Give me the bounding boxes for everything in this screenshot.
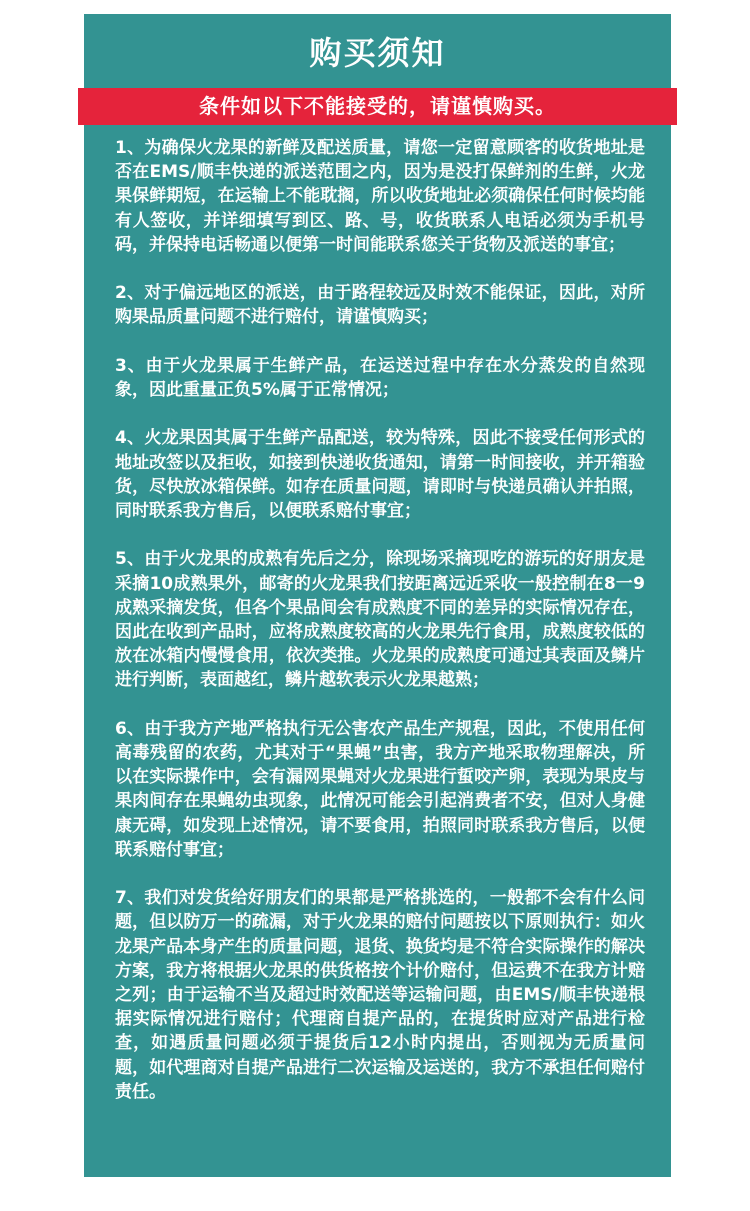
notice-paragraph-2: 2、对于偏远地区的派送，由于路程较远及时效不能保证，因此，对所购果品质量问题不进行赔付，请谨慎购买； <box>115 283 645 328</box>
notice-paragraph-5: 5、由于火龙果的成熟有先后之分，除现场采摘现吃的游玩的好朋友是采摘10成熟果外，邮寄的火龙果我们按距离远近采收一般控制在8一9成熟采摘发货，但各个果品间会有成熟度不同的差异的实际情况存在，因此在收到产品时，应将成熟度较高的火龙果先行食用，成熟度较低的放在冰箱内慢慢食用，依次类推。火龙果的成熟度可通过其表面及鳞片进行判断，表面越红，鳞片越软表示火龙果越熟； <box>115 549 645 691</box>
notice-paragraph-3: 3、由于火龙果属于生鲜产品，在运送过程中存在水分蒸发的自然现象，因此重量正负5%属于正常情况； <box>115 355 645 400</box>
page-title: 购买须知 <box>309 34 446 72</box>
notice-paragraph-6: 6、由于我方产地严格执行无公害农产品生产规程，因此，不使用任何高毒残留的农药，尤其对于“果蝇”虫害，我方产地采取物理解决，所以在实际操作中，会有漏网果蝇对火龙果进行蜇咬产卵，表现为果皮与果肉间存在果蝇幼虫现象，此情况可能会引起消费者不安，但对人身健康无碍，如发现上述情况，请不要食用，拍照同时联系我方售后，以便联系赔付事宜； <box>115 718 645 860</box>
notice-paragraph-1: 1、为确保火龙果的新鲜及配送质量，请您一定留意顾客的收货地址是否在EMS/顺丰快递的派送范围之内，因为是没打保鲜剂的生鲜，火龙果保鲜期短，在运输上不能耽搁，所以收货地址必须确保任何时候均能有人签收，并详细填写到区、路、号，收货联系人电话必须为手机号码，并保持电话畅通以便第一时间能联系您关于货物及派送的事宜； <box>115 138 645 255</box>
notice-paragraph-7: 7、我们对发货给好朋友们的果都是严格挑选的，一般都不会有什么问题，但以防万一的疏漏，对于火龙果的赔付问题按以下原则执行：如火龙果产品本身产生的质量问题，退货、换货均是不符合实际操作的解决方案，我方将根据火龙果的供货格按个计价赔付，但运费不在我方计赔之列；由于运输不当及超过时效配送等运输问题，由EMS/顺丰快递根据实际情况进行赔付；代理商自提产品的，在提货时应对产品进行检查，如遇质量问题必须于提货后12小时内提出，否则视为无质量问题，如代理商对自提产品进行二次运输及运送的，我方不承担任何赔付责任。 <box>115 888 645 1102</box>
notice-panel <box>84 14 671 1177</box>
warning-banner: 条件如以下不能接受的，请谨慎购买。 <box>78 88 677 125</box>
notice-body <box>115 136 645 1104</box>
notice-paragraph-4: 4、火龙果因其属于生鲜产品配送，较为特殊，因此不接受任何形式的地址改签以及拒收，如接到快递收货通知，请第一时间接收，并开箱验货，尽快放冰箱保鲜。如存在质量问题，请即时与快递员确认并拍照，同时联系我方售后，以便联系赔付事宜； <box>115 428 645 521</box>
